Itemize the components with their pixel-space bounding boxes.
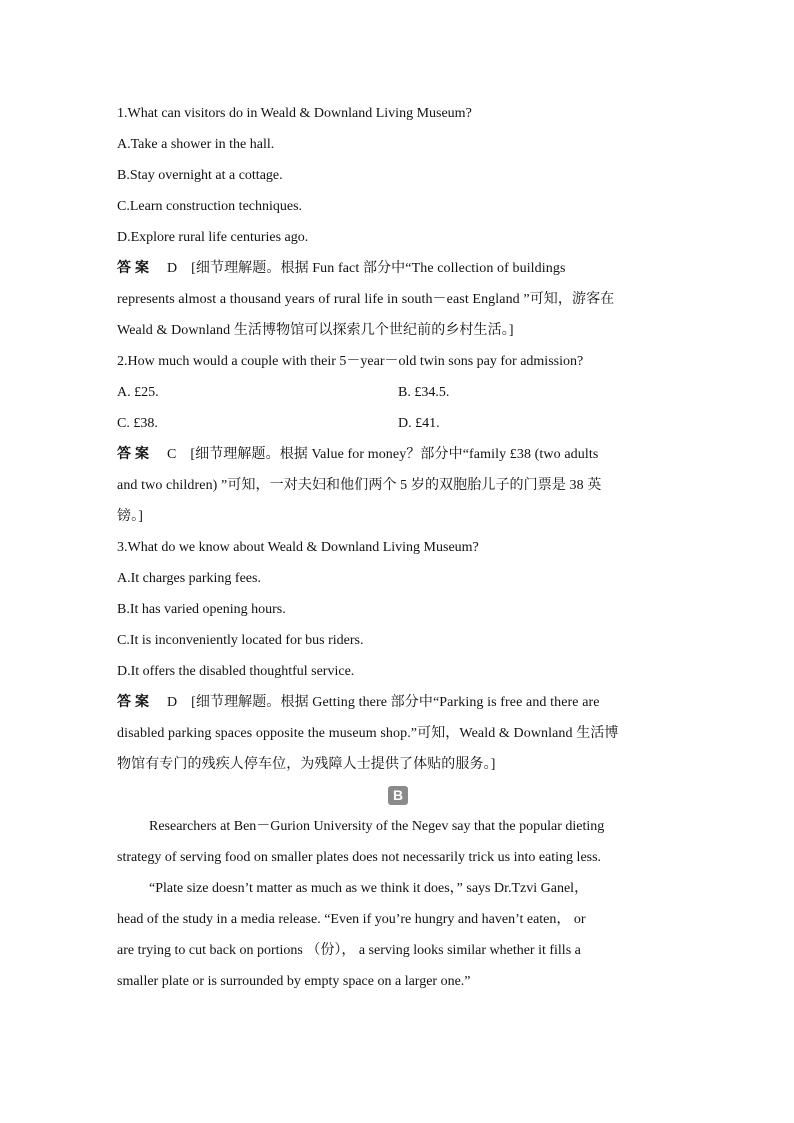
q2-answer-label: 答案: [117, 447, 153, 462]
q3-option-a: A.It charges parking fees.: [117, 571, 261, 586]
passage-para1-line2: strategy of serving food on smaller plates does not necessarily trick us into eating less.: [117, 850, 602, 865]
q1-answer: D: [167, 261, 178, 276]
q2-explanation-line-3: 镑。]: [117, 509, 143, 524]
q2-answer: C: [167, 447, 177, 462]
q2-option-c: C. £38.: [117, 416, 158, 431]
q3-explanation-line-3: 物馆有专门的残疾人停车位，为残障人士提供了体贴的服务。]: [117, 757, 496, 772]
q2-options-row-2: [117, 408, 679, 439]
q1-explanation-line-2: represents almost a thousand years of rural life in south－east England ”可知，游客在: [117, 292, 615, 307]
passage-para2-line2: head of the study in a media release. “Even if you’re hungry and haven’t eaten， or: [117, 912, 586, 927]
q3-option-b: B.It has varied opening hours.: [117, 602, 286, 617]
q3-explanation-line-1: [细节理解题。根据 Getting there 部分中“Parking is free and there are: [191, 695, 600, 710]
q3-answer-label: 答案: [117, 695, 153, 710]
section-b-badge: B: [388, 786, 408, 805]
q2-explanation-line-2: and two children) ”可知，一对夫妇和他们两个 5 岁的双胞胎儿子的门票是 38 英: [117, 478, 602, 493]
q2-question: 2.How much would a couple with their 5－year－old twin sons pay for admission?: [117, 354, 584, 369]
q3-answer-line: [117, 687, 679, 718]
q1-question: 1.What can visitors do in Weald & Downland Living Museum?: [117, 106, 472, 121]
passage-para2-line1: “Plate size doesn’t matter as much as we think it does，” says Dr.Tzvi Ganel，: [149, 881, 589, 896]
q2-option-a: A. £25.: [117, 385, 159, 400]
q2-option-d: D. £41.: [398, 416, 440, 431]
q3-option-d: D.It offers the disabled thoughtful service.: [117, 664, 355, 679]
passage-para2-line4: smaller plate or is surrounded by empty space on a larger one.”: [117, 974, 471, 989]
q1-option-d: D.Explore rural life centuries ago.: [117, 230, 309, 245]
q1-option-b: B.Stay overnight at a cottage.: [117, 168, 283, 183]
q1-option-a: A.Take a shower in the hall.: [117, 137, 275, 152]
passage-para1-line1: Researchers at Ben－Gurion University of the Negev say that the popular dieting: [149, 819, 605, 834]
passage-para2-line3: are trying to cut back on portions （份）， a serving looks similar whether it fills a: [117, 943, 581, 958]
q3-explanation-line-2: disabled parking spaces opposite the museum shop.”可知，Weald & Downland 生活博: [117, 726, 619, 741]
document-page: [117, 98, 679, 997]
q1-explanation-line-3: Weald & Downland 生活博物馆可以探索几个世纪前的乡村生活。]: [117, 323, 514, 338]
q1-answer-line: [117, 253, 679, 284]
q3-option-c: C.It is inconveniently located for bus riders.: [117, 633, 364, 648]
q1-explanation-line-1: [细节理解题。根据 Fun fact 部分中“The collection of buildings: [191, 261, 566, 276]
q1-answer-label: 答案: [117, 261, 153, 276]
q2-option-b: B. £34.5.: [398, 385, 450, 400]
section-b-badge-row: [117, 780, 679, 811]
q1-option-c: C.Learn construction techniques.: [117, 199, 303, 214]
q2-options-row-1: [117, 377, 679, 408]
q3-question: 3.What do we know about Weald & Downland Living Museum?: [117, 540, 479, 555]
q3-answer: D: [167, 695, 178, 710]
q2-answer-line: [117, 439, 679, 470]
q2-explanation-line-1: [细节理解题。根据 Value for money？部分中“family £38 (two adults: [190, 447, 599, 462]
